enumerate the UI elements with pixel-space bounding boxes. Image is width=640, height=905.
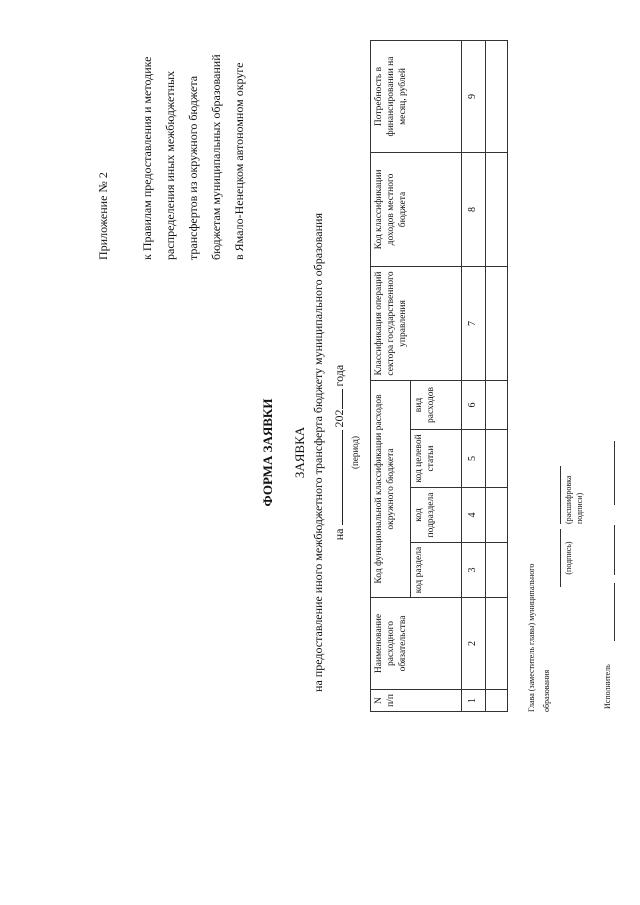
- period-blank[interactable]: [330, 430, 343, 525]
- executor-line[interactable]: [614, 441, 615, 505]
- table-row: [461, 40, 485, 711]
- header-revenue-code: Код классификации доходов местного бюджета: [371, 152, 462, 266]
- column-number: 4: [461, 488, 485, 543]
- header-function-code: Код функциональной классификации расходов окружного бюджета: [371, 380, 411, 597]
- period-row: [330, 0, 347, 905]
- table-cell[interactable]: [485, 380, 507, 429]
- column-number: 7: [461, 266, 485, 380]
- year-suffix: года: [332, 364, 346, 387]
- period-prefix: на: [332, 528, 346, 541]
- appendix-line: к Правилам предоставления и методике: [140, 56, 154, 260]
- appendix-reference: [136, 15, 251, 260]
- column-number: 2: [461, 598, 485, 690]
- header-subsection-code: код подраздела: [411, 488, 462, 543]
- table-cell[interactable]: [485, 40, 507, 152]
- table-cell[interactable]: [485, 152, 507, 266]
- appendix-line: трансфертов из окружного бюджета: [186, 75, 200, 260]
- table-cell[interactable]: [485, 488, 507, 543]
- header-target-code: код целевой статьи: [411, 430, 462, 488]
- appendix-line: бюджетам муниципальных образований: [209, 54, 223, 260]
- column-number: 8: [461, 152, 485, 266]
- table-cell[interactable]: [485, 266, 507, 380]
- header-number: N п/п: [371, 690, 462, 712]
- header-expense-kind: вид расходов: [411, 380, 462, 429]
- year-prefix: 202: [332, 409, 346, 428]
- application-title: ЗАЯВКА: [292, 426, 307, 479]
- application-subtitle: на предоставление иного межбюджетного трансферта бюджету муниципального образования: [311, 213, 325, 692]
- decode-line[interactable]: [560, 466, 561, 524]
- appendix-number: Приложение № 2: [96, 172, 110, 260]
- column-number: 6: [461, 380, 485, 429]
- column-number: 5: [461, 430, 485, 488]
- executor-line[interactable]: [614, 525, 615, 575]
- column-number: 9: [461, 40, 485, 152]
- header-funding-need: Потребность в финансировании на месяц, рублей: [371, 40, 462, 152]
- column-number: 1: [461, 690, 485, 712]
- header-section-code: код раздела: [411, 543, 462, 598]
- signature-caption: (подпись): [564, 541, 573, 575]
- period-caption: (период): [350, 436, 360, 469]
- executor-label: Исполнитель: [603, 664, 612, 709]
- table-cell[interactable]: [485, 543, 507, 598]
- table-cell[interactable]: [485, 598, 507, 690]
- year-blank[interactable]: [330, 389, 343, 409]
- header-operation-class: Классификация операций сектора государственного управления: [371, 266, 462, 380]
- table-cell[interactable]: [485, 430, 507, 488]
- head-label-line: образования: [542, 669, 551, 712]
- executor-line[interactable]: [614, 583, 615, 641]
- table-row: [485, 40, 507, 711]
- head-label-line: Глава (заместитель главы) муниципального: [527, 563, 536, 712]
- decode-caption: (расшифровка подписи): [564, 475, 584, 524]
- head-signature-label: [526, 564, 552, 712]
- header-obligation-name: Наименование расходного обязательства: [371, 598, 462, 690]
- signature-line[interactable]: [560, 529, 561, 587]
- form-title: ФОРМА ЗАЯВКИ: [260, 398, 275, 507]
- table-cell[interactable]: [485, 690, 507, 712]
- column-number: 3: [461, 543, 485, 598]
- appendix-line: в Ямало-Ненецком автономном округе: [232, 62, 246, 260]
- appendix-line: распределения иных межбюджетных: [163, 70, 177, 260]
- application-table: [370, 40, 508, 712]
